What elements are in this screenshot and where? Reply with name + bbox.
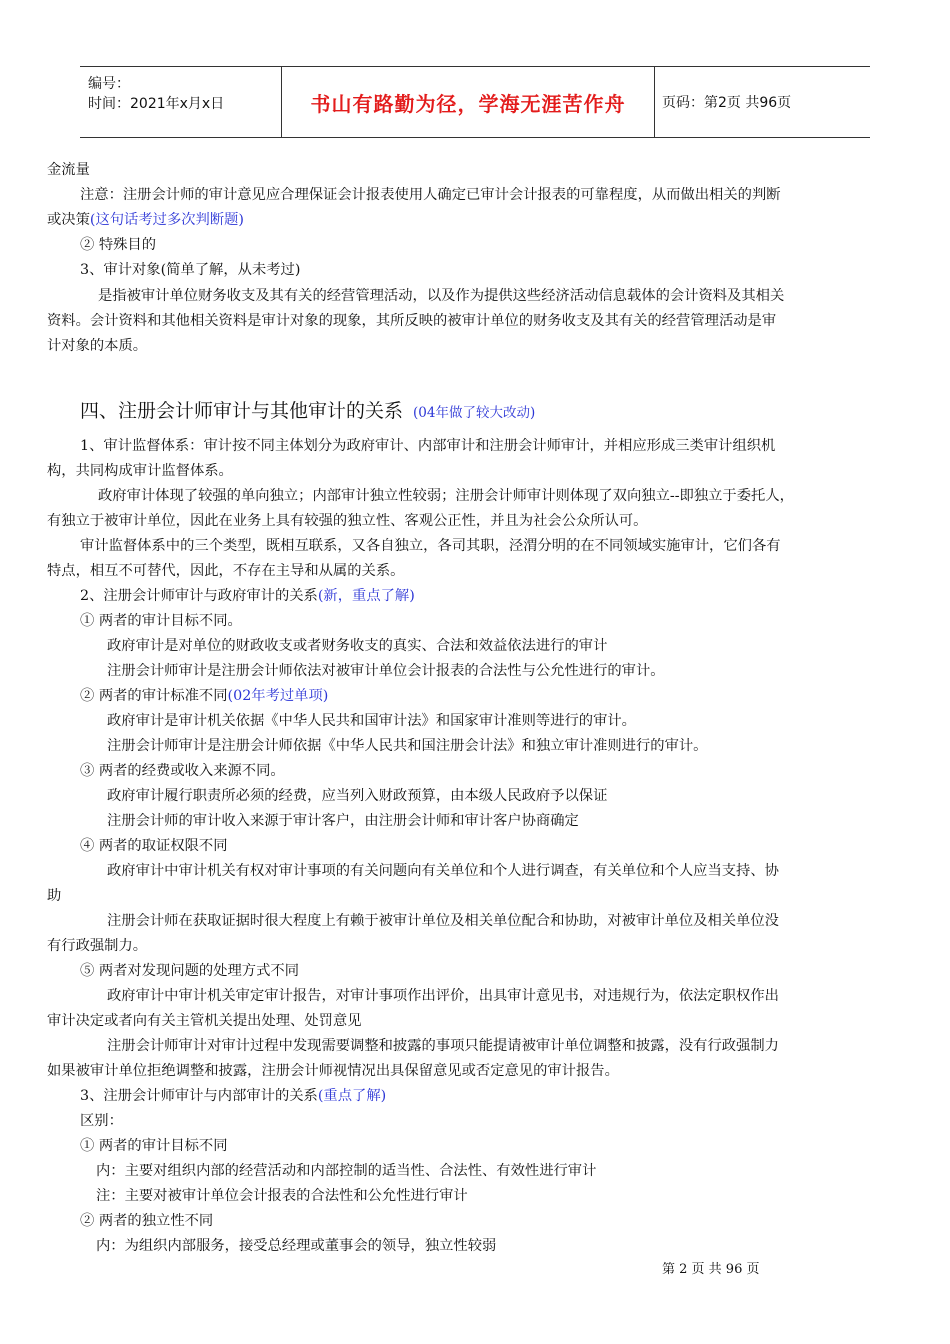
- document-date-label: 时间：2021年x月x日: [88, 96, 225, 112]
- body-line: 政府审计是对单位的财政收支或者财务收支的真实、合法和效益依法进行的审计: [107, 638, 608, 654]
- body-line: 政府审计中审计机关有权对审计事项的有关问题向有关单位和个人进行调查，有关单位和个人应当支持、协: [107, 863, 779, 879]
- exam-note: (新，重点了解): [317, 588, 415, 604]
- body-line: 注意：注册会计师的审计意见应合理保证会计报表使用人确定已审计会计报表的可靠程度，从而做出相关的判断: [80, 187, 781, 203]
- body-line: 3、审计对象(简单了解，从未考过): [80, 262, 301, 278]
- exam-note: (重点了解): [317, 1088, 387, 1104]
- body-line: ① 两者的审计目标不同: [80, 1138, 228, 1154]
- header-motto: 书山有路勤为径，学海无涯苦作舟: [281, 67, 655, 137]
- body-line: 资料。会计资料和其他相关资料是审计对象的现象，其所反映的被审计单位的财务收支及其有关的经营管理活动是审: [47, 313, 777, 329]
- exam-note: (02年考过单项): [227, 688, 329, 704]
- body-line: [80, 1086, 386, 1106]
- body-line: 注册会计师在获取证据时很大程度上有赖于被审计单位及相关单位配合和协助，对被审计单位及相关单位没: [107, 913, 779, 929]
- body-line: 是指被审计单位财务收支及其有关的经营管理活动，以及作为提供这些经济活动信息载体的会计资料及其相关: [98, 288, 785, 304]
- body-line: 政府审计是审计机关依据《中华人民共和国审计法》和国家审计准则等进行的审计。: [107, 713, 636, 729]
- body-line: 政府审计中审计机关审定审计报告，对审计事项作出评价，出具审计意见书，对违规行为，依法定职权作出: [107, 988, 779, 1004]
- body-line: 政府审计履行职责所必须的经费，应当列入财政预算，由本级人民政府予以保证: [107, 788, 608, 804]
- header-page-info: 页码：第2页 共96页: [662, 95, 792, 111]
- page-footer: 第 2 页 共 96 页: [662, 1262, 760, 1277]
- body-text: ② 两者的审计标准不同: [80, 688, 228, 704]
- body-line: 助: [47, 888, 62, 904]
- body-line: 注：主要对被审计单位会计报表的合法性和公允性进行审计: [96, 1188, 468, 1204]
- header-meta-cell: [80, 67, 280, 137]
- section-note: (04年做了较大改动): [413, 405, 536, 421]
- body-line: ③ 两者的经费或收入来源不同。: [80, 763, 285, 779]
- body-line: 如果被审计单位拒绝调整和披露，注册会计师视情况出具保留意见或否定意见的审计报告。: [47, 1063, 619, 1079]
- body-line: 政府审计体现了较强的单向独立；内部审计独立性较弱；注册会计师审计则体现了双向独立--即独立于委托人，: [98, 488, 794, 504]
- body-line: 内：主要对组织内部的经营活动和内部控制的适当性、合法性、有效性进行审计: [96, 1163, 597, 1179]
- section-heading: [80, 396, 535, 423]
- body-line: 有独立于被审计单位，因此在业务上具有较强的独立性、客观公正性，并且为社会公众所认可。: [47, 513, 648, 529]
- body-line: 构，共同构成审计监督体系。: [47, 463, 233, 479]
- body-line: 内：为组织内部服务，接受总经理或董事会的领导，独立性较弱: [96, 1238, 497, 1254]
- body-line: 审计决定或者向有关主管机关提出处理、处罚意见: [47, 1013, 362, 1029]
- exam-note: (这句话考过多次判断题): [89, 212, 245, 228]
- body-line: 注册会计师的审计收入来源于审计客户，由注册会计师和审计客户协商确定: [107, 813, 579, 829]
- body-line: ② 两者的独立性不同: [80, 1213, 214, 1229]
- body-line: 注册会计师审计是注册会计师依法对被审计单位会计报表的合法性与公允性进行的审计。: [107, 663, 665, 679]
- body-line: 注册会计师审计是注册会计师依据《中华人民共和国注册会计法》和独立审计准则进行的审计。: [107, 738, 708, 754]
- body-line: 注册会计师审计对审计过程中发现需要调整和披露的事项只能提请被审计单位调整和披露，没有行政强制力: [107, 1038, 779, 1054]
- body-line: 计对象的本质。: [47, 338, 148, 354]
- body-line: [80, 586, 415, 606]
- body-line: 1、审计监督体系：审计按不同主体划分为政府审计、内部审计和注册会计师审计，并相应形成三类审计组织机: [80, 438, 776, 454]
- section-title: 四、注册会计师审计与其他审计的关系: [80, 400, 404, 422]
- body-text: 3、注册会计师审计与内部审计的关系: [80, 1088, 318, 1104]
- body-line: 特点，相互不可替代，因此，不存在主导和从属的关系。: [47, 563, 405, 579]
- body-line: 区别：: [80, 1113, 123, 1129]
- body-line: ② 特殊目的: [80, 237, 157, 253]
- body-text: 或决策: [47, 212, 90, 228]
- body-line: ⑤ 两者对发现问题的处理方式不同: [80, 963, 299, 979]
- page-header-table: [80, 66, 870, 138]
- body-line: ① 两者的审计目标不同。: [80, 613, 242, 629]
- body-line: 审计监督体系中的三个类型，既相互联系，又各自独立，各司其职，泾渭分明的在不同领域实施审计，它们各有: [80, 538, 781, 554]
- body-line: ④ 两者的取证权限不同: [80, 838, 228, 854]
- body-line: 金流量: [47, 162, 90, 178]
- body-line: [47, 210, 244, 230]
- body-line: 有行政强制力。: [47, 938, 148, 954]
- body-line: [80, 686, 328, 706]
- body-text: 2、注册会计师审计与政府审计的关系: [80, 588, 318, 604]
- document-number-label: 编号：: [88, 76, 130, 92]
